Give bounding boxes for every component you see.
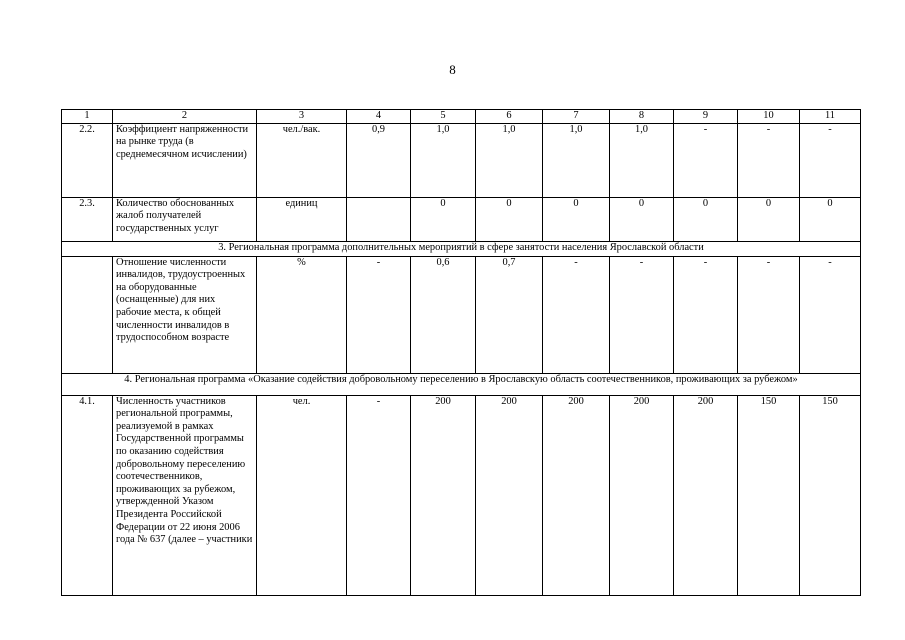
value-cell: -	[800, 256, 861, 373]
value-cell	[347, 197, 411, 241]
row-number-cell	[62, 256, 113, 373]
value-cell: -	[347, 395, 411, 595]
row-number-cell: 2.2.	[62, 123, 113, 197]
table-header-row	[62, 110, 861, 124]
value-cell: -	[347, 256, 411, 373]
value-cell: 200	[411, 395, 476, 595]
value-cell: 200	[543, 395, 610, 595]
value-cell: 1,0	[610, 123, 674, 197]
table-row	[62, 123, 861, 197]
indicator-name-cell: Отношение численности инвалидов, трудоустроенных на оборудованные (оснащенные) для них рабочие места, к общей численности инвалидов в трудоспособном возрасте	[113, 256, 257, 373]
value-cell: 200	[476, 395, 543, 595]
unit-cell: единиц	[257, 197, 347, 241]
value-cell: 0	[610, 197, 674, 241]
value-cell: 0,9	[347, 123, 411, 197]
column-header: 5	[411, 110, 476, 124]
value-cell: 200	[674, 395, 738, 595]
value-cell: 0	[674, 197, 738, 241]
value-cell: -	[674, 256, 738, 373]
column-header: 10	[738, 110, 800, 124]
table-row	[62, 395, 861, 595]
column-header: 7	[543, 110, 610, 124]
section-heading-row	[62, 373, 861, 395]
column-header: 8	[610, 110, 674, 124]
indicators-table	[61, 109, 861, 596]
value-cell: 0,7	[476, 256, 543, 373]
value-cell: 1,0	[476, 123, 543, 197]
unit-cell: чел./вак.	[257, 123, 347, 197]
value-cell: 0,6	[411, 256, 476, 373]
value-cell: 0	[800, 197, 861, 241]
value-cell: 0	[543, 197, 610, 241]
unit-cell: %	[257, 256, 347, 373]
column-header: 1	[62, 110, 113, 124]
section-heading-row	[62, 241, 861, 256]
value-cell: -	[800, 123, 861, 197]
row-number-cell: 4.1.	[62, 395, 113, 595]
column-header: 11	[800, 110, 861, 124]
value-cell: 200	[610, 395, 674, 595]
value-cell: 150	[738, 395, 800, 595]
section-heading: 3. Региональная программа дополнительных мероприятий в сфере занятости населения Ярославской области	[62, 241, 861, 256]
value-cell: 0	[476, 197, 543, 241]
column-header: 2	[113, 110, 257, 124]
value-cell: -	[610, 256, 674, 373]
indicator-name-cell: Численность участников региональной программы, реализуемой в рамках Государственной программы по оказанию содействия добровольному переселению соотечественников, проживающих за рубежом, утвержденной Указом Президента Российской Федерации от 22 июня 2006 года № 637 (далее – участники	[113, 395, 257, 595]
indicator-name-cell: Количество обоснованных жалоб получателей государственных услуг	[113, 197, 257, 241]
row-number-cell: 2.3.	[62, 197, 113, 241]
value-cell: 0	[411, 197, 476, 241]
unit-cell: чел.	[257, 395, 347, 595]
table-row	[62, 197, 861, 241]
column-header: 9	[674, 110, 738, 124]
value-cell: 150	[800, 395, 861, 595]
value-cell: 0	[738, 197, 800, 241]
table-row	[62, 256, 861, 373]
value-cell: -	[543, 256, 610, 373]
page-number: 8	[449, 62, 456, 77]
value-cell: -	[674, 123, 738, 197]
value-cell: -	[738, 256, 800, 373]
value-cell: -	[738, 123, 800, 197]
column-header: 6	[476, 110, 543, 124]
indicator-name-cell: Коэффициент напряженности на рынке труда (в среднемесячном исчислении)	[113, 123, 257, 197]
value-cell: 1,0	[411, 123, 476, 197]
column-header: 3	[257, 110, 347, 124]
column-header: 4	[347, 110, 411, 124]
section-heading: 4. Региональная программа «Оказание содействия добровольному переселению в Ярославскую область соотечественников, проживающих за рубежом»	[62, 373, 861, 395]
value-cell: 1,0	[543, 123, 610, 197]
